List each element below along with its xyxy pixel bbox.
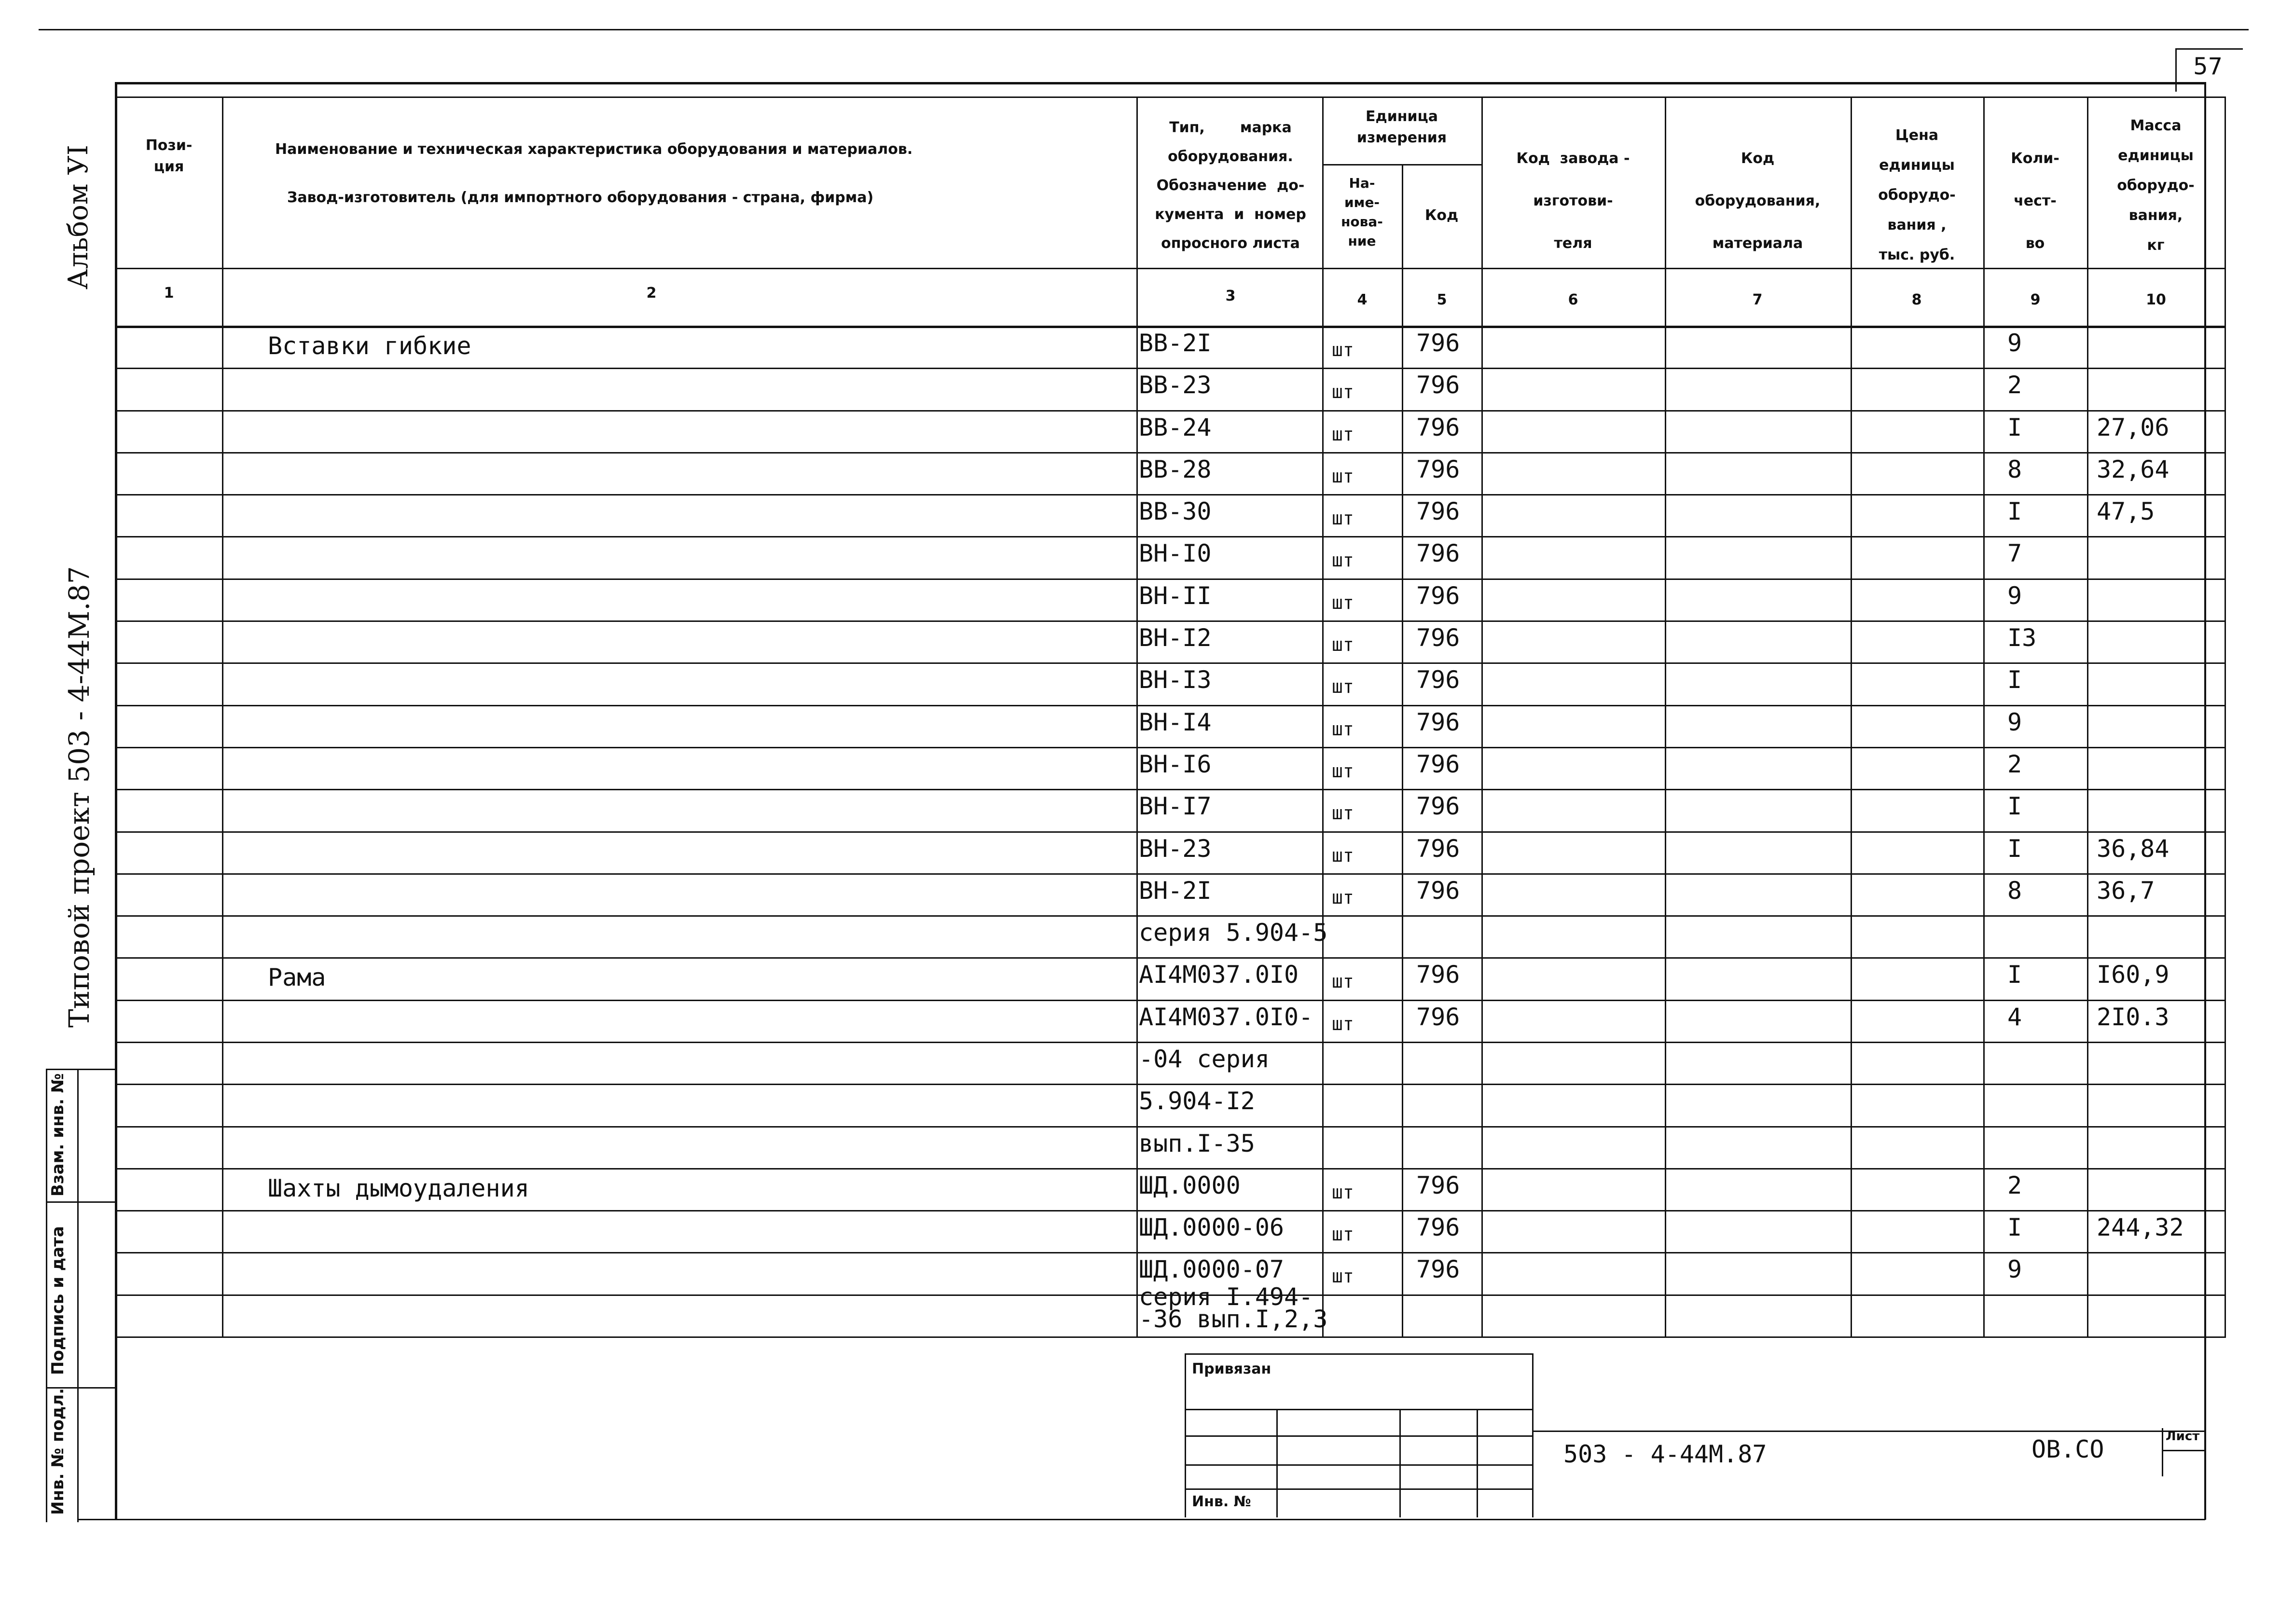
sheet-box-mid	[2162, 1450, 2205, 1451]
row-separator	[115, 452, 2226, 454]
cell-code: 796	[1416, 1003, 1460, 1031]
cell-unit: шт	[1332, 844, 1354, 866]
row-separator	[115, 957, 2226, 959]
cell-type: -04 серия	[1139, 1045, 1270, 1073]
header-mass	[2089, 111, 2222, 261]
top-rule	[39, 29, 2249, 30]
h3-l2: оборудования.	[1168, 148, 1293, 165]
cell-qty: 9	[2007, 1255, 2022, 1284]
h6-l2: изготови-	[1533, 193, 1613, 209]
cell-unit: шт	[1332, 634, 1354, 656]
colnum-1: 1	[164, 285, 174, 302]
h10-l5: кг	[2147, 237, 2165, 254]
h3-l3: Обозначение до-	[1156, 177, 1305, 194]
cell-type: ВН-I6	[1139, 750, 1212, 778]
col-line-3	[1322, 96, 1324, 1336]
header-unit-name	[1325, 174, 1399, 251]
row-separator	[115, 1084, 2226, 1085]
h7-l3: материала	[1712, 235, 1803, 252]
cell-unit: шт	[1332, 465, 1354, 487]
h4-l4: ние	[1348, 233, 1376, 249]
cell-type: серия 5.904-5	[1139, 919, 1328, 947]
cell-qty: I	[2007, 834, 2022, 863]
cell-code: 796	[1416, 371, 1460, 399]
h4-l2: име-	[1344, 194, 1380, 210]
h6-l3: теля	[1554, 235, 1592, 252]
header-equipment-code	[1667, 138, 1848, 265]
stamp-box-v3	[1477, 1409, 1478, 1517]
h6-l1: Код завода -	[1516, 150, 1630, 167]
cell-mass: 47,5	[2097, 497, 2155, 526]
sheet-box-left	[2162, 1428, 2163, 1476]
h10-l4: вания,	[2128, 207, 2183, 224]
row-separator	[115, 873, 2226, 875]
unit-split-line	[1322, 164, 1481, 165]
col-line-4	[1402, 164, 1403, 1336]
frame-bottom	[77, 1519, 2205, 1520]
cell-type: ШД.0000-07	[1139, 1255, 1285, 1284]
cell-unit: шт	[1332, 760, 1354, 782]
h45-l2: измерения	[1356, 129, 1447, 146]
cell-type: ВН-I4	[1139, 708, 1212, 736]
row-separator	[115, 1210, 2226, 1211]
cell-type: ВВ-30	[1139, 497, 1212, 526]
header-top	[115, 96, 2226, 98]
cell-unit: шт	[1332, 508, 1354, 529]
cell-code: 796	[1416, 539, 1460, 568]
header-position	[123, 135, 215, 178]
cell-type: ШД.0000-06	[1139, 1213, 1285, 1242]
row-separator	[115, 578, 2226, 580]
cell-code: 796	[1416, 624, 1460, 652]
cell-type: ВВ-24	[1139, 413, 1212, 441]
cell-qty: I3	[2007, 624, 2037, 652]
cell-type: АI4М037.0I0	[1139, 961, 1299, 989]
stamp-box-right	[1532, 1353, 1534, 1517]
cell-code: 796	[1416, 413, 1460, 441]
cell-qty: 2	[2007, 1171, 2022, 1199]
stamp-box-v1	[1276, 1409, 1278, 1517]
cell-type	[1139, 1282, 1328, 1333]
stamp-strip-sep1	[46, 1201, 115, 1203]
h8-l2: единицы	[1879, 157, 1955, 174]
cell-qty: 4	[2007, 1003, 2022, 1031]
cell-type: АI4М037.0I0-	[1139, 1003, 1313, 1031]
row-separator	[115, 620, 2226, 622]
row-separator	[115, 1042, 2226, 1043]
stamp-strip-left	[46, 1069, 47, 1522]
frame-right	[2204, 82, 2206, 1520]
h4-l1: На-	[1349, 175, 1375, 191]
h3-l1: Тип, марка	[1169, 119, 1292, 136]
album-label: Альбом УI	[63, 145, 94, 289]
cell-code: 796	[1416, 497, 1460, 526]
colnum-2: 2	[646, 285, 657, 302]
cell-code: 796	[1416, 792, 1460, 821]
row-separator	[115, 831, 2226, 833]
colnum-5: 5	[1437, 291, 1447, 308]
header-price	[1853, 121, 1981, 270]
row-separator	[115, 536, 2226, 537]
cell-unit: шт	[1332, 592, 1354, 613]
cell-qty: 9	[2007, 708, 2022, 736]
row-separator	[115, 1126, 2226, 1128]
row-separator	[115, 1168, 2226, 1170]
cell-type: ШД.0000	[1139, 1171, 1241, 1199]
cell-qty: 2	[2007, 750, 2022, 778]
cell-type: 5.904-I2	[1139, 1087, 1255, 1115]
h8-l4: вания ,	[1887, 217, 1947, 234]
h10-l2: единицы	[2118, 147, 2194, 164]
cell-qty: 8	[2007, 876, 2022, 905]
cell-type: ВН-II	[1139, 581, 1212, 610]
cell-type: ВН-I3	[1139, 666, 1212, 694]
cell-code: 796	[1416, 750, 1460, 778]
cell-unit: шт	[1332, 886, 1354, 908]
stamp-box-v2	[1399, 1409, 1401, 1517]
cell-code: 796	[1416, 1213, 1460, 1242]
h7-l2: оборудования,	[1695, 193, 1821, 209]
cell-name: Вставки гибкие	[268, 332, 471, 360]
header-unit-code: Код	[1424, 207, 1459, 224]
header-plant-code	[1484, 138, 1662, 265]
row-separator	[115, 662, 2226, 664]
h4-l3: нова-	[1341, 214, 1383, 230]
cell-unit: шт	[1332, 1181, 1354, 1203]
cell-type: вып.I-35	[1139, 1129, 1255, 1157]
cell-code: 796	[1416, 455, 1460, 483]
colnum-9: 9	[2030, 291, 2041, 308]
cell-qty: I	[2007, 1213, 2022, 1242]
h45-l1: Единица	[1366, 108, 1438, 125]
cell-code: 796	[1416, 666, 1460, 694]
col-line-10	[2225, 96, 2226, 1336]
cell-qty: 9	[2007, 329, 2022, 357]
colnum-6: 6	[1568, 291, 1578, 308]
stamp-signature-date: Подпись и дата	[48, 1226, 68, 1375]
page-number-box-left	[2175, 48, 2177, 92]
header-name-line2: Завод-изготовитель (для импортного оборудования - страна, фирма)	[287, 189, 874, 206]
cell-type: ВН-I7	[1139, 792, 1212, 821]
frame-top	[115, 82, 2204, 84]
header-position-line1: Пози-	[145, 137, 193, 154]
doc-code: 503 - 4-44М.87	[1563, 1440, 1767, 1468]
cell-unit: шт	[1332, 802, 1354, 824]
cell-qty: I	[2007, 961, 2022, 989]
cell-code: 796	[1416, 876, 1460, 905]
cell-unit: шт	[1332, 676, 1354, 698]
cell-code: 796	[1416, 1171, 1460, 1199]
cell-type: ВН-I2	[1139, 624, 1212, 652]
col-line-1	[222, 96, 223, 1336]
cell-unit: шт	[1332, 1224, 1354, 1245]
cell-unit: шт	[1332, 1013, 1354, 1034]
header-name-line1: Наименование и техническая характеристика оборудования и материалов.	[275, 141, 913, 158]
colnum-10: 10	[2146, 291, 2166, 308]
row-separator	[115, 789, 2226, 790]
stamp-box-top	[1185, 1353, 1532, 1355]
h9-l2: чест-	[2014, 193, 2057, 209]
cell-qty: 2	[2007, 371, 2022, 399]
cell-mass: I60,9	[2097, 961, 2169, 989]
cell-type: ВВ-23	[1139, 371, 1212, 399]
stamp-box-h2	[1185, 1435, 1532, 1437]
h9-l3: во	[2025, 235, 2045, 252]
page-number-box-top	[2175, 48, 2243, 50]
cell-mass: 32,64	[2097, 455, 2169, 483]
col-line-7	[1851, 96, 1852, 1336]
row-separator	[115, 705, 2226, 706]
stamp-bound-label: Привязан	[1192, 1361, 1271, 1377]
cell-mass: 36,84	[2097, 834, 2169, 863]
row-separator	[115, 915, 2226, 917]
cell-type: ВВ-28	[1139, 455, 1212, 483]
header-quantity	[1986, 138, 2085, 265]
header-type	[1144, 113, 1317, 258]
cell-mass: 2I0.3	[2097, 1003, 2169, 1031]
stamp-inv-label: Инв. №	[1192, 1493, 1251, 1510]
cell-name: Шахты дымоудаления	[268, 1174, 529, 1202]
stamp-strip-top	[46, 1069, 115, 1070]
stamp-box-h3	[1185, 1464, 1532, 1466]
stamp-box-h1	[1185, 1409, 1532, 1410]
cell-unit: шт	[1332, 339, 1354, 360]
col-line-8	[1983, 96, 1985, 1336]
colnum-8: 8	[1911, 291, 1922, 308]
cell-unit: шт	[1332, 971, 1354, 992]
cell-qty: I	[2007, 792, 2022, 821]
cell-mass: 36,7	[2097, 876, 2155, 905]
cell-qty: I	[2007, 413, 2022, 441]
cell-unit: шт	[1332, 381, 1354, 403]
colnum-bottom	[115, 326, 2226, 328]
doc-code-line	[1532, 1431, 2205, 1432]
cell-qty: 8	[2007, 455, 2022, 483]
cell-code: 796	[1416, 708, 1460, 736]
cell-type: ВВ-2I	[1139, 329, 1212, 357]
cell-code: 796	[1416, 961, 1460, 989]
project-label: Типовой проект 503 - 4-44М.87	[63, 566, 96, 1028]
h3-l4: кумента и номер	[1155, 206, 1306, 223]
h8-l5: тыс. руб.	[1879, 247, 1955, 263]
cell-code: 796	[1416, 834, 1460, 863]
row-separator	[115, 368, 2226, 369]
colnum-4: 4	[1357, 291, 1368, 308]
row-separator	[115, 410, 2226, 412]
row-separator	[115, 1336, 2226, 1338]
sheet-code: ОВ.СО	[2031, 1435, 2104, 1463]
frame-left	[115, 82, 117, 1520]
stamp-orig-inv: Инв. № подл.	[48, 1388, 68, 1515]
page-number: 57	[2193, 53, 2223, 80]
h8-l3: оборудо-	[1878, 187, 1956, 204]
header-position-line2: ция	[153, 158, 184, 175]
header-unit	[1325, 106, 1479, 149]
cell-qty: I	[2007, 666, 2022, 694]
h10-l1: Масса	[2130, 117, 2182, 134]
cell-mass: 27,06	[2097, 413, 2169, 441]
h10-l3: оборудо-	[2117, 177, 2195, 194]
cell-mass: 244,32	[2097, 1213, 2184, 1242]
cell-unit: шт	[1332, 1266, 1354, 1287]
cell-code: 796	[1416, 581, 1460, 610]
cell-name: Рама	[268, 963, 326, 992]
stamp-box-h4	[1185, 1488, 1532, 1490]
col-line-2	[1136, 96, 1138, 1336]
cell-unit: шт	[1332, 550, 1354, 571]
cell-type: ВН-23	[1139, 834, 1212, 863]
cell-type-line: серия I.494-	[1139, 1282, 1313, 1311]
cell-unit: шт	[1332, 423, 1354, 445]
h9-l1: Коли-	[2011, 150, 2059, 167]
row-separator	[115, 1252, 2226, 1253]
h3-l5: опросного листа	[1161, 235, 1300, 252]
col-line-9	[2087, 96, 2088, 1336]
row-separator	[115, 494, 2226, 495]
stamp-replace-inv: Взам. инв. №	[48, 1073, 68, 1197]
cell-unit: шт	[1332, 718, 1354, 740]
cell-qty: I	[2007, 497, 2022, 526]
colnum-7: 7	[1752, 291, 1763, 308]
colnum-3: 3	[1225, 288, 1236, 304]
sheet-label: Лист	[2166, 1429, 2200, 1444]
col-line-5	[1481, 96, 1483, 1336]
h8-l1: Цена	[1895, 127, 1939, 144]
cell-type: ВН-I0	[1139, 539, 1212, 568]
cell-type: ВН-2I	[1139, 876, 1212, 905]
cell-type-line: -36 вып.I,2,3	[1139, 1305, 1328, 1333]
h7-l1: Код	[1741, 150, 1775, 167]
stamp-strip-mid	[77, 1069, 79, 1522]
cell-qty: 7	[2007, 539, 2022, 568]
row-separator	[115, 1000, 2226, 1001]
cell-code: 796	[1416, 329, 1460, 357]
cell-qty: 9	[2007, 581, 2022, 610]
cell-code: 796	[1416, 1255, 1460, 1284]
row-separator	[115, 747, 2226, 748]
col-line-6	[1665, 96, 1666, 1336]
